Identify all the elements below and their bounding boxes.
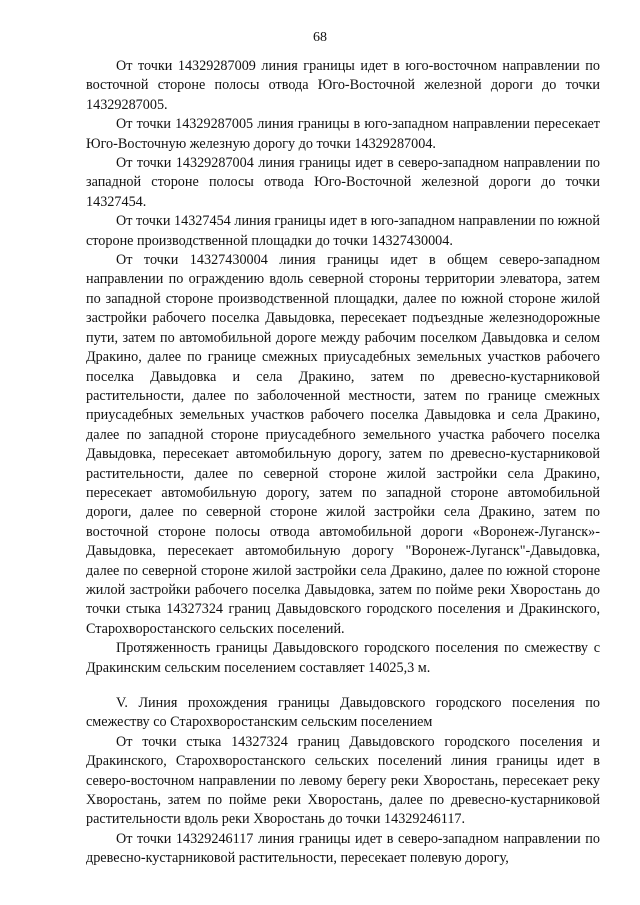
page-number: 68 [313,30,327,45]
page-body [86,57,600,869]
paragraph: От точки 14329287009 линия границы идет в юго-восточном направлении по восточной стороне полосы отвода Юго-Восточной железной дороги до точки 14329287005. [86,58,600,113]
paragraph: От точки 14329246117 линия границы идет в северо-западном направлении по древесно-кустарниковой растительности, пересекает полевую дорогу, [86,830,600,867]
paragraph: От точки стыка 14327324 границ Давыдовского городского поселения и Дракинского, Старохворостанского сельских поселений линия границы идет в северо-восточном направлении по левому берегу реки Хворостань, пересекает реку Хворостань, затем по пойме реки Хворостань, далее по древесно-кустарниковой растительности вдоль реки Хворостань до точки 14329246117. [86,733,600,828]
paragraph: От точки 14329287005 линия границы в юго-западном направлении пересекает Юго-Восточную железную дорогу до точки 14329287004. [86,116,600,152]
section-heading: V. Линия прохождения границы Давыдовского городского поселения по смежеству со Старохворостанским сельским поселением [86,695,600,731]
paragraph: От точки 14329287004 линия границы идет в северо-западном направлении по западной стороне полосы отвода Юго-Восточной железной дороги до точки 14327454. [86,155,600,210]
paragraph: От точки 14327430004 линия границы идет в общем северо-западном направлении по ограждению вдоль северной стороны территории элеватора, затем по западной стороне производственной площадки, далее по южной стороне жилой застройки рабочего поселка Давыдовка, пересекает подъездные железнодорожные пути, затем по автомобильной дороге между рабочим поселком Давыдовка и селом Дракино, далее по границе смежных приусадебных земельных участков рабочего поселка Давыдовка и села Дракино, затем по древесно-кустарниковой растительности, далее по заболоченной местности, затем по границе смежных приусадебных земельных участков рабочего поселка Давыдовка и села Дракино, далее по западной стороне приусадебного земельного участка рабочего поселка Давыдовка, пересекает автомобильную дорогу, затем по древесно-кустарниковой растительности, далее по северной стороне жилой застройки села Дракино, пересекает автомобильную дорогу, затем по западной стороне автомобильной дороги, далее по северной стороне жилой застройки села Дракино, затем по восточной стороне полосы отвода автомобильной дороги «Воронеж-Луганск»-Давыдовка, пересекает автомобильную дорогу "Воронеж-Луганск"-Давыдовка, далее по северной стороне жилой застройки села Дракино, далее по южной стороне жилой застройки рабочего поселка Давыдовка, затем по пойме реки Хворостань до точки стыка 14327324 границ Давыдовского городского поселения и Дракинского, Старохворостанского сельских поселений. [86,252,600,637]
paragraph: От точки 14327454 линия границы идет в юго-западном направлении по южной стороне производственной площадки до точки 14327430004. [86,213,600,249]
paragraph: Протяженность границы Давыдовского городского поселения по смежеству с Дракинским сельским поселением составляет 14025,3 м. [86,640,600,676]
